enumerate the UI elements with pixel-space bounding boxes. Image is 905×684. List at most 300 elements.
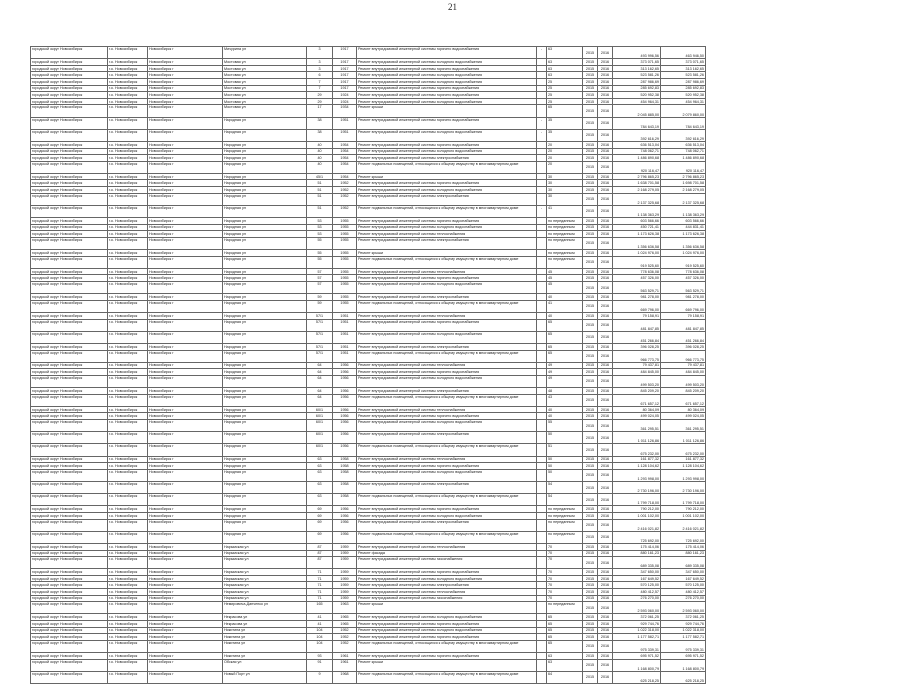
cell-city: Новосибирск г (148, 369, 223, 376)
cell-work: Ремонт внутридомовой инженерной системы холодного водоснабжения (357, 187, 537, 194)
cell-term: по переданным (547, 237, 583, 249)
cell-street: Народная ул (223, 369, 307, 376)
cell-dash (537, 59, 547, 66)
cell-municipality: городской округ Новосибирск (31, 155, 108, 162)
cell-term: по переданным (547, 256, 583, 268)
cell-house: 63 (307, 481, 333, 493)
cell-term: 63 (547, 65, 583, 72)
cell-dash (537, 148, 547, 155)
cell-work: Ремонт внутридомовой инженерной системы горячего водоснабжения (357, 92, 537, 99)
cell-house: 3 (307, 65, 333, 72)
cell-city: Новосибирск г (148, 394, 223, 406)
cell-house: 64 (307, 388, 333, 395)
cell-municipality: городской округ Новосибирск (31, 413, 108, 420)
cell-district: г.о. Новосибирск (108, 406, 148, 413)
cell-city: Новосибирск г (148, 105, 223, 117)
cell-year: 1955 (333, 256, 357, 268)
cell-street: Народная ул (223, 268, 307, 275)
cell-city: Новосибирск г (148, 312, 223, 319)
cell-city: Новосибирск г (148, 575, 223, 582)
cell-municipality: городской округ Новосибирск (31, 595, 108, 602)
cell-term: 65 (547, 343, 583, 350)
cell-cost: 669 796,00 (613, 300, 661, 312)
cell-work: Ремонт внутридомовой инженерной системы горячего водоснабжения (357, 369, 537, 376)
table-row (31, 281, 706, 293)
table-row (31, 550, 706, 557)
cell-to: 2016 (598, 621, 613, 628)
cell-house: 60/1 (307, 420, 333, 432)
cell-district: г.о. Новосибирск (108, 105, 148, 117)
cell-house: 57/1 (307, 343, 333, 350)
cell-to: 2016 (598, 506, 613, 513)
cell-year: 1955 (333, 275, 357, 282)
cell-year: 1956 (333, 519, 357, 531)
cell-total: 636 513,04 (661, 141, 706, 148)
cell-from: 2015 (583, 161, 598, 173)
cell-street: Нарымская ул (223, 595, 307, 602)
cell-city: Новосибирск г (148, 481, 223, 493)
cell-city: Новосибирск г (148, 65, 223, 72)
table-row (31, 237, 706, 249)
cell-year: 1956 (333, 413, 357, 420)
cell-house: 3 (307, 47, 333, 59)
cell-city: Новосибирск г (148, 456, 223, 463)
cell-district: г.о. Новосибирск (108, 531, 148, 543)
cell-work: Ремонт подвальных помещений, относящихся к общему имуществу в многоквартирном доме (357, 531, 537, 543)
cell-year: 1958 (333, 494, 357, 506)
cell-district: г.о. Новосибирск (108, 671, 148, 683)
cell-work: Ремонт внутридомовой инженерной системы горячего водоснабжения (357, 413, 537, 420)
cell-cost: 1 356 636,58 (613, 237, 661, 249)
cell-city: Новосибирск г (148, 117, 223, 129)
cell-work: Ремонт внутридомовой инженерной системы горячего водоснабжения (357, 117, 537, 129)
cell-from: 2015 (583, 205, 598, 217)
cell-street: Народная ул (223, 250, 307, 257)
cell-street: Нарымская ул (223, 543, 307, 550)
cell-house: 69 (307, 506, 333, 513)
cell-from: 2015 (583, 671, 598, 683)
cell-city: Новосибирск г (148, 350, 223, 362)
cell-term: 45 (547, 268, 583, 275)
cell-house: 165 (307, 602, 333, 614)
cell-street: Нарымская ул (223, 557, 307, 569)
cell-year: 1958 (333, 456, 357, 463)
cell-cost: 675 232,00 (613, 444, 661, 456)
cell-work: Ремонт внутридомовой инженерной системы горячего водоснабжения (357, 275, 537, 282)
cell-dash (537, 312, 547, 319)
cell-total: 790 212,00 (661, 506, 706, 513)
cell-to: 2016 (598, 369, 613, 376)
cell-street: Нарымская ул (223, 582, 307, 589)
cell-dash (537, 550, 547, 557)
cell-to: 2016 (598, 350, 613, 362)
cell-municipality: городской округ Новосибирск (31, 589, 108, 596)
cell-municipality: городской округ Новосибирск (31, 300, 108, 312)
cell-district: г.о. Новосибирск (108, 129, 148, 141)
cell-city: Новосибирск г (148, 275, 223, 282)
cell-year: 1951 (333, 350, 357, 362)
cell-city: Новосибирск г (148, 550, 223, 557)
cell-cost: 1 128 104,62 (613, 463, 661, 470)
cell-total: 276 270,00 (661, 595, 706, 602)
cell-work: Ремонт крыши (357, 105, 537, 117)
cell-district: г.о. Новосибирск (108, 362, 148, 369)
cell-city: Новосибирск г (148, 218, 223, 225)
cell-district: г.о. Новосибирск (108, 456, 148, 463)
table-row (31, 557, 706, 569)
cell-cost: 1 486 890,68 (613, 155, 661, 162)
cell-municipality: городской округ Новосибирск (31, 47, 108, 59)
cell-municipality: городской округ Новосибирск (31, 350, 108, 362)
table-row (31, 543, 706, 550)
cell-district: г.о. Новосибирск (108, 463, 148, 470)
table-row (31, 224, 706, 231)
cell-street: Народная ул (223, 187, 307, 194)
cell-district: г.о. Новосибирск (108, 557, 148, 569)
cell-total: 778 636,08 (661, 268, 706, 275)
cell-house: 57 (307, 281, 333, 293)
cell-total: 167 649,52 (661, 575, 706, 582)
cell-to: 2016 (598, 187, 613, 194)
cell-district: г.о. Новосибирск (108, 595, 148, 602)
cell-year: 1951 (333, 343, 357, 350)
cell-from: 2015 (583, 634, 598, 641)
cell-cost: 2 796 865,23 (613, 173, 661, 180)
cell-work: Ремонт внутридомовой инженерной системы холодного водоснабжения (357, 148, 537, 155)
cell-from: 2015 (583, 78, 598, 85)
cell-municipality: городской округ Новосибирск (31, 506, 108, 513)
cell-district: г.о. Новосибирск (108, 300, 148, 312)
cell-term: 25 (547, 98, 583, 105)
cell-cost: 1 168 800,79 (613, 659, 661, 671)
cell-cost: 2 730 196,00 (613, 481, 661, 493)
cell-term: 63 (547, 72, 583, 79)
cell-dash (537, 543, 547, 550)
cell-term: 40 (547, 294, 583, 301)
cell-work: Ремонт подвальных помещений, относящихся к общему имуществу в многоквартирном доме (357, 161, 537, 173)
cell-dash (537, 659, 547, 671)
cell-city: Новосибирск г (148, 506, 223, 513)
cell-year: 1952 (333, 627, 357, 634)
table-row (31, 506, 706, 513)
cell-city: Новосибирск г (148, 653, 223, 660)
cell-year: 1956 (333, 420, 357, 432)
cell-dash (537, 92, 547, 99)
cell-year: 1963 (333, 602, 357, 614)
cell-to: 2016 (598, 589, 613, 596)
cell-municipality: городской округ Новосибирск (31, 469, 108, 481)
cell-house: 60/1 (307, 413, 333, 420)
cell-municipality: городской округ Новосибирск (31, 237, 108, 249)
cell-to: 2016 (598, 275, 613, 282)
cell-to: 2016 (598, 237, 613, 249)
cell-total: 372 061,25 (661, 614, 706, 621)
cell-municipality: городской округ Новосибирск (31, 582, 108, 589)
cell-from: 2015 (583, 187, 598, 194)
cell-street: Мостовая ул (223, 78, 307, 85)
cell-to: 2016 (598, 550, 613, 557)
cell-house: 7 (307, 78, 333, 85)
cell-house: 9 (307, 671, 333, 683)
cell-year: 1965 (333, 621, 357, 628)
cell-cost: 454 964,31 (613, 98, 661, 105)
table-row (31, 432, 706, 444)
cell-district: г.о. Новосибирск (108, 59, 148, 66)
cell-year: 1959 (333, 589, 357, 596)
cell-work: Ремонт внутридомовой инженерной системы холодного водоснабжения (357, 614, 537, 621)
cell-to: 2016 (598, 105, 613, 117)
cell-dash (537, 362, 547, 369)
cell-city: Новосибирск г (148, 161, 223, 173)
cell-to: 2016 (598, 640, 613, 652)
cell-city: Новосибирск г (148, 671, 223, 683)
cell-year: 1959 (333, 543, 357, 550)
cell-district: г.о. Новосибирск (108, 173, 148, 180)
cell-work: Ремонт внутридомовой инженерной системы теплоснабжения (357, 231, 537, 238)
cell-to: 2016 (598, 231, 613, 238)
table-row (31, 294, 706, 301)
cell-term: 30 (547, 180, 583, 187)
cell-to: 2016 (598, 634, 613, 641)
cell-municipality: городской округ Новосибирск (31, 369, 108, 376)
cell-cost: 636 513,04 (613, 141, 661, 148)
cell-street: Народная ул (223, 469, 307, 481)
cell-municipality: городской округ Новосибирск (31, 519, 108, 531)
cell-municipality: городской округ Новосибирск (31, 117, 108, 129)
table-row (31, 72, 706, 79)
cell-street: Мостовая ул (223, 65, 307, 72)
table-row (31, 614, 706, 621)
cell-year: 1955 (333, 294, 357, 301)
cell-street: Народная ул (223, 193, 307, 205)
cell-cost: 347 650,00 (613, 569, 661, 576)
cell-district: г.о. Новосибирск (108, 187, 148, 194)
cell-year: 1917 (333, 59, 357, 66)
cell-to: 2016 (598, 85, 613, 92)
cell-district: г.о. Новосибирск (108, 343, 148, 350)
cell-total: 1 022 318,00 (661, 627, 706, 634)
cell-city: Новосибирск г (148, 463, 223, 470)
cell-from: 2015 (583, 268, 598, 275)
cell-term: по переданным (547, 506, 583, 513)
cell-term: 20 (547, 148, 583, 155)
cell-house: 53 (307, 231, 333, 238)
cell-to: 2016 (598, 205, 613, 217)
cell-dash (537, 256, 547, 268)
cell-district: г.о. Новосибирск (108, 444, 148, 456)
cell-municipality: городской округ Новосибирск (31, 78, 108, 85)
cell-total: 2 079 860,00 (661, 105, 706, 117)
cell-dash (537, 569, 547, 576)
cell-house: 45/1 (307, 173, 333, 180)
cell-street: Народная ул (223, 531, 307, 543)
cell-cost: 1 011 126,86 (613, 432, 661, 444)
cell-term: 65 (547, 319, 583, 331)
cell-to: 2016 (598, 406, 613, 413)
cell-from: 2015 (583, 494, 598, 506)
cell-from: 2015 (583, 640, 598, 652)
cell-street: Народная ул (223, 463, 307, 470)
table-row (31, 59, 706, 66)
cell-cost: 484 845,00 (613, 369, 661, 376)
cell-house: 60/1 (307, 444, 333, 456)
cell-street: Народная ул (223, 180, 307, 187)
cell-from: 2015 (583, 388, 598, 395)
table-row (31, 148, 706, 155)
table-row (31, 463, 706, 470)
table-row (31, 350, 706, 362)
cell-to: 2016 (598, 362, 613, 369)
cell-from: 2015 (583, 394, 598, 406)
cell-total: 396 028,25 (661, 343, 706, 350)
cell-cost: 161 877,32 (613, 456, 661, 463)
cell-cost: 396 028,25 (613, 343, 661, 350)
table-row (31, 420, 706, 432)
cell-municipality: городской округ Новосибирск (31, 512, 108, 519)
cell-cost: 1 293 998,00 (613, 469, 661, 481)
cell-municipality: городской округ Новосибирск (31, 432, 108, 444)
cell-work: Ремонт внутридомовой инженерной системы холодного водоснабжения (357, 469, 537, 481)
cell-from: 2015 (583, 59, 598, 66)
cell-city: Новосибирск г (148, 268, 223, 275)
cell-total: 1 486 890,68 (661, 155, 706, 162)
cell-to: 2016 (598, 512, 613, 519)
cell-work: Ремонт подвальных помещений, относящихся к общему имуществу в многоквартирном доме (357, 640, 537, 652)
cell-city: Новосибирск г (148, 614, 223, 621)
cell-work: Ремонт внутридомовой инженерной системы горячего водоснабжения (357, 634, 537, 641)
cell-year: 1956 (333, 394, 357, 406)
cell-from: 2015 (583, 659, 598, 671)
cell-dash (537, 406, 547, 413)
cell-term: 65 (547, 634, 583, 641)
cell-to: 2016 (598, 582, 613, 589)
cell-to: 2016 (598, 444, 613, 456)
table-row (31, 250, 706, 257)
cell-house: 57/1 (307, 331, 333, 343)
cell-to: 2016 (598, 59, 613, 66)
cell-street: Мостовая ул (223, 98, 307, 105)
cell-district: г.о. Новосибирск (108, 161, 148, 173)
cell-city: Новосибирск г (148, 78, 223, 85)
cell-year: 1956 (333, 444, 357, 456)
cell-district: г.о. Новосибирск (108, 375, 148, 387)
cell-house: 71 (307, 595, 333, 602)
cell-term: 20 (547, 161, 583, 173)
cell-cost: 392 616,29 (613, 129, 661, 141)
cell-term: по переданным (547, 519, 583, 531)
cell-city: Новосибирск г (148, 92, 223, 99)
table-row (31, 481, 706, 493)
cell-to: 2016 (598, 141, 613, 148)
cell-term: 50 (547, 463, 583, 470)
cell-street: Народная ул (223, 444, 307, 456)
cell-from: 2015 (583, 621, 598, 628)
cell-total: 1 001 102,00 (661, 512, 706, 519)
cell-municipality: городской округ Новосибирск (31, 250, 108, 257)
cell-house: 71 (307, 582, 333, 589)
table-row (31, 205, 706, 217)
table-row (31, 512, 706, 519)
cell-work: Ремонт внутридомовой инженерной системы горячего водоснабжения (357, 621, 537, 628)
cell-from: 2015 (583, 281, 598, 293)
cell-to: 2016 (598, 557, 613, 569)
cell-term: 20 (547, 141, 583, 148)
cell-city: Новосибирск г (148, 231, 223, 238)
cell-total: 669 796,00 (661, 300, 706, 312)
cell-dash (537, 602, 547, 614)
cell-municipality: городской округ Новосибирск (31, 456, 108, 463)
cell-to: 2016 (598, 343, 613, 350)
cell-work: Ремонт внутридомовой инженерной системы горячего водоснабжения (357, 463, 537, 470)
cell-to: 2016 (598, 256, 613, 268)
cell-cost: 748 062,71 (613, 148, 661, 155)
cell-cost: 689 335,08 (613, 557, 661, 569)
table-row (31, 575, 706, 582)
cell-house: 71 (307, 589, 333, 596)
cell-year: 1958 (333, 481, 357, 493)
cell-term: 70 (547, 595, 583, 602)
cell-total: 725 692,00 (661, 531, 706, 543)
cell-city: Новосибирск г (148, 129, 223, 141)
cell-dash (537, 268, 547, 275)
cell-year: 1956 (333, 388, 357, 395)
table-row (31, 331, 706, 343)
cell-term: 40 (547, 312, 583, 319)
cell-term: по переданным (547, 218, 583, 225)
table-row (31, 627, 706, 634)
cell-city: Новосибирск г (148, 494, 223, 506)
cell-year: 1951 (333, 117, 357, 129)
cell-term: 63 (547, 653, 583, 660)
cell-municipality: городской округ Новосибирск (31, 59, 108, 66)
cell-dash (537, 614, 547, 621)
cell-to: 2016 (598, 281, 613, 293)
cell-dash (537, 187, 547, 194)
cell-municipality: городской округ Новосибирск (31, 65, 108, 72)
cell-term: 30 (547, 187, 583, 194)
table-row (31, 659, 706, 671)
cell-city: Новосибирск г (148, 205, 223, 217)
cell-house: 63 (307, 494, 333, 506)
cell-term: 49 (547, 362, 583, 369)
cell-street: Мичурина ул (223, 47, 307, 59)
cell-municipality: городской округ Новосибирск (31, 180, 108, 187)
cell-house: 57 (307, 275, 333, 282)
cell-dash (537, 275, 547, 282)
cell-total: 1 138 363,29 (661, 205, 706, 217)
cell-from: 2015 (583, 173, 598, 180)
cell-year: 1955 (333, 281, 357, 293)
cell-work: Ремонт внутридомовой инженерной системы электроснабжения (357, 155, 537, 162)
cell-city: Новосибирск г (148, 627, 223, 634)
cell-district: г.о. Новосибирск (108, 640, 148, 652)
cell-house: 69 (307, 519, 333, 531)
cell-total: 603 566,66 (661, 218, 706, 225)
cell-total: 161 877,32 (661, 456, 706, 463)
cell-to: 2016 (598, 173, 613, 180)
table-row (31, 671, 706, 683)
cell-cost: 2 045 885,00 (613, 105, 661, 117)
cell-year: 1956 (333, 362, 357, 369)
table-row (31, 319, 706, 331)
cell-street: Народная ул (223, 506, 307, 513)
cell-district: г.о. Новосибирск (108, 92, 148, 99)
cell-to: 2016 (598, 575, 613, 582)
cell-cost: 372 061,25 (613, 614, 661, 621)
cell-cost: 625 218,25 (613, 671, 661, 683)
cell-year: 1956 (333, 406, 357, 413)
cell-street: Мостовая ул (223, 92, 307, 99)
